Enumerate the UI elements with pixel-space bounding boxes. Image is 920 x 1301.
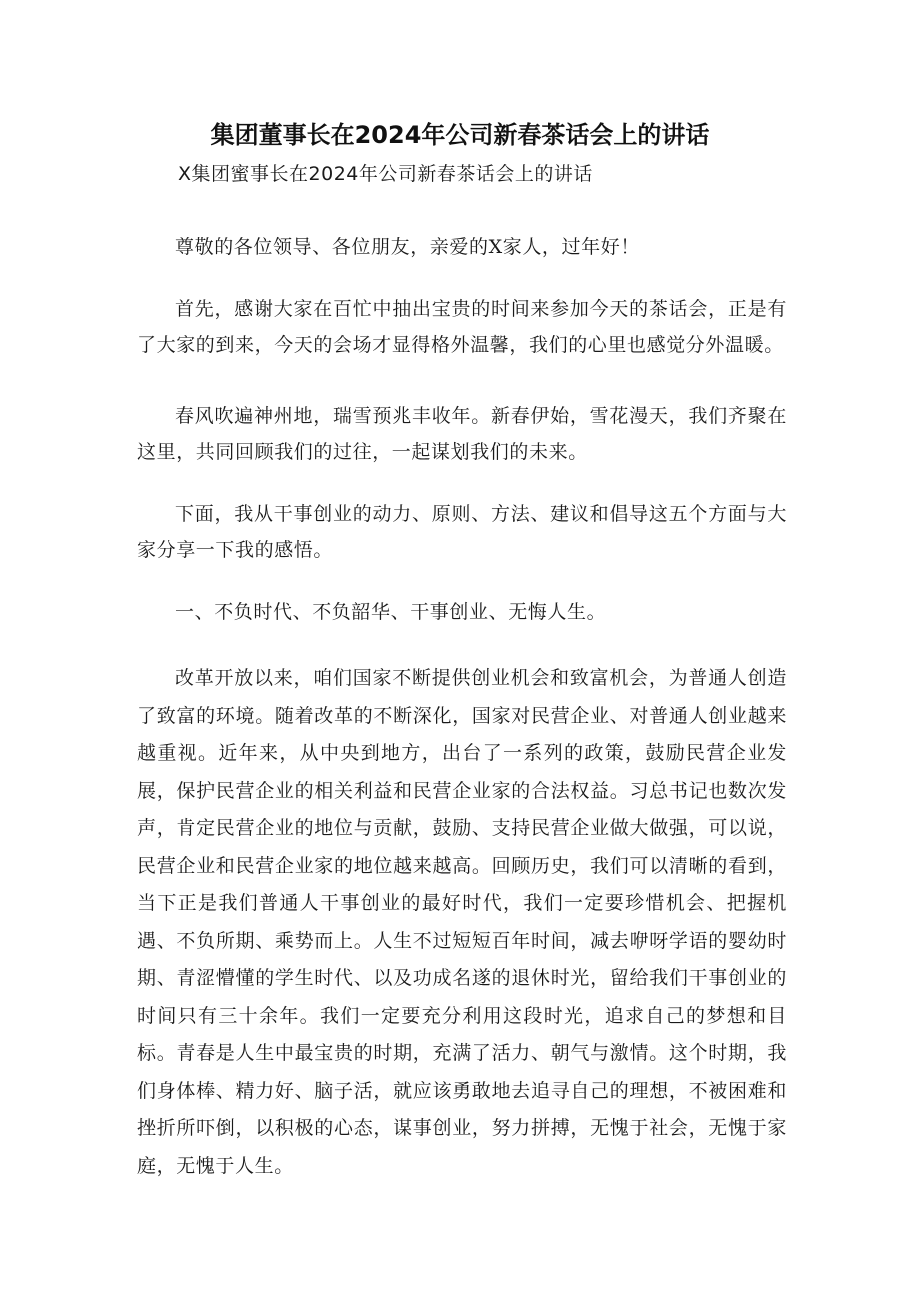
section-heading-1: 一、不负时代、不负韶华、干事创业、无悔人生。 bbox=[175, 601, 607, 623]
paragraph-spring: 春风吹遍神州地，瑞雪预兆丰收年。新春伊始，雪花漫天，我们齐聚在这里，共同回顾我们的过往，一起谋划我们的未来。 bbox=[137, 405, 787, 463]
document-title: 集团董事长在2024年公司新春茶话会上的讲话 bbox=[210, 121, 710, 149]
paragraph-reform: 改革开放以来，咱们国家不断提供创业机会和致富机会，为普通人创造了致富的环境。随着改革的不断深化，国家对民营企业、对普通人创业越来越重视。近年来，从中央到地方，出台了一系列的政策，鼓励民营企业发展，保护民营企业的相关利益和民营企业家的合法权益。习总书记也数次发声，肯定民营企业的地位与贡献，鼓励、支持民营企业做大做强，可以说，民营企业和民营企业家的地位越来越高。回顾历史，我们可以清晰的看到，当下正是我们普通人干事创业的最好时代，我们一定要珍惜机会、把握机遇、不负所期、乘势而上。人生不过短短百年时间，减去咿呀学语的婴幼时期、青涩懵懂的学生时代、以及功成名遂的退休时光，留给我们干事创业的时间只有三十余年。我们一定要充分利用这段时光，追求自己的梦想和目标。青春是人生中最宝贵的时期，充满了活力、朝气与激情。这个时期，我们身体棒、精力好、脑子活，就应该勇敢地去追寻自己的理想，不被困难和挫折所吓倒，以积极的心态，谋事创业，努力拼搏，无愧于社会，无愧于家庭，无愧于人生。 bbox=[137, 667, 787, 1177]
paragraph-greeting: 尊敬的各位领导、各位朋友，亲爱的X家人，过年好！ bbox=[175, 236, 640, 258]
paragraph-thanks: 首先，感谢大家在百忙中抽出宝贵的时间来参加今天的茶话会，正是有了大家的到来，今天的会场才显得格外温馨，我们的心里也感觉分外温暖。 bbox=[137, 298, 787, 356]
paragraph-outline: 下面，我从干事创业的动力、原则、方法、建议和倡导这五个方面与大家分享一下我的感悟。 bbox=[137, 503, 787, 561]
document-subtitle: X集团蜜事长在2024年公司新春茶话会上的讲话 bbox=[178, 163, 593, 185]
